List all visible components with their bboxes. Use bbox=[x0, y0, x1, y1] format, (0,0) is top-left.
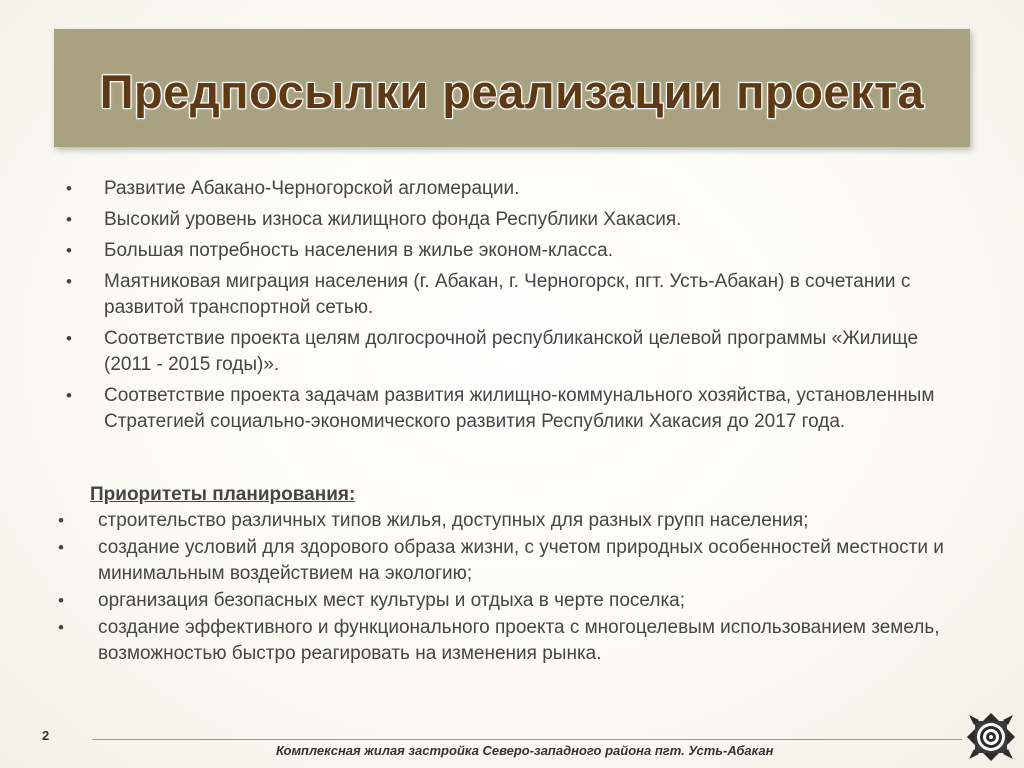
bullet-icon: • bbox=[66, 241, 72, 260]
slide-title: Предпосылки реализации проекта bbox=[99, 64, 925, 118]
prerequisite-item bbox=[66, 238, 964, 264]
prerequisite-item bbox=[66, 269, 964, 321]
priority-item-text: организация безопасных мест культуры и отдыха в черте поселка; bbox=[98, 590, 686, 611]
footer-divider bbox=[92, 739, 962, 740]
title-banner bbox=[54, 29, 970, 147]
bullet-icon: • bbox=[66, 386, 72, 405]
priority-item bbox=[58, 615, 968, 667]
bullet-icon: • bbox=[58, 618, 64, 637]
priority-item-text: создание эффективного и функционального проекта с многоцелевым использованием земель, возможностью быстро реагировать на изменения рынка. bbox=[98, 617, 940, 664]
prerequisite-item-text: Маятниковая миграция населения (г. Абакан, г. Черногорск, пгт. Усть-Абакан) в сочетании с развитой транспортной сетью. bbox=[104, 271, 911, 318]
prerequisite-item bbox=[66, 383, 964, 435]
priority-item-text: создание условий для здорового образа жизни, с учетом природных особенностей местности и минимальным воздействием на экологию; bbox=[98, 537, 944, 584]
bullet-icon: • bbox=[58, 538, 64, 557]
prerequisite-item-text: Большая потребность населения в жилье эконом-класса. bbox=[104, 240, 613, 261]
priority-item bbox=[58, 508, 968, 534]
footer-caption: Комплексная жилая застройка Северо-западного района пгт. Усть-Абакан bbox=[276, 743, 774, 758]
prerequisite-item-text: Соответствие проекта целям долгосрочной республиканской целевой программы «Жилище (2011 - 2015 годы)». bbox=[104, 328, 919, 375]
bullet-icon: • bbox=[66, 329, 72, 348]
bullet-icon: • bbox=[66, 210, 72, 229]
prerequisite-item-text: Высокий уровень износа жилищного фонда Республики Хакасия. bbox=[104, 209, 682, 230]
prerequisite-item bbox=[66, 176, 964, 202]
priority-item-text: строительство различных типов жилья, доступных для разных групп населения; bbox=[98, 510, 809, 531]
bullet-icon: • bbox=[66, 272, 72, 291]
prerequisite-item-text: Соответствие проекта задачам развития жилищно-коммунального хозяйства, установленным Стратегией социально-экономического развития Республики Хакасия до 2017 года. bbox=[104, 385, 935, 432]
priority-item bbox=[58, 588, 968, 614]
ornament-logo-icon bbox=[966, 712, 1016, 762]
priorities-list bbox=[58, 508, 968, 668]
priority-item bbox=[58, 535, 968, 587]
page-number: 2 bbox=[42, 728, 50, 743]
bullet-icon: • bbox=[58, 511, 64, 530]
priorities-heading: Приоритеты планирования: bbox=[90, 484, 356, 505]
bullet-icon: • bbox=[58, 591, 64, 610]
prerequisite-item bbox=[66, 207, 964, 233]
prerequisite-item-text: Развитие Абакано-Черногорской агломерации. bbox=[104, 178, 520, 199]
bullet-icon: • bbox=[66, 179, 72, 198]
prerequisite-item bbox=[66, 326, 964, 378]
prerequisites-list bbox=[66, 176, 964, 440]
